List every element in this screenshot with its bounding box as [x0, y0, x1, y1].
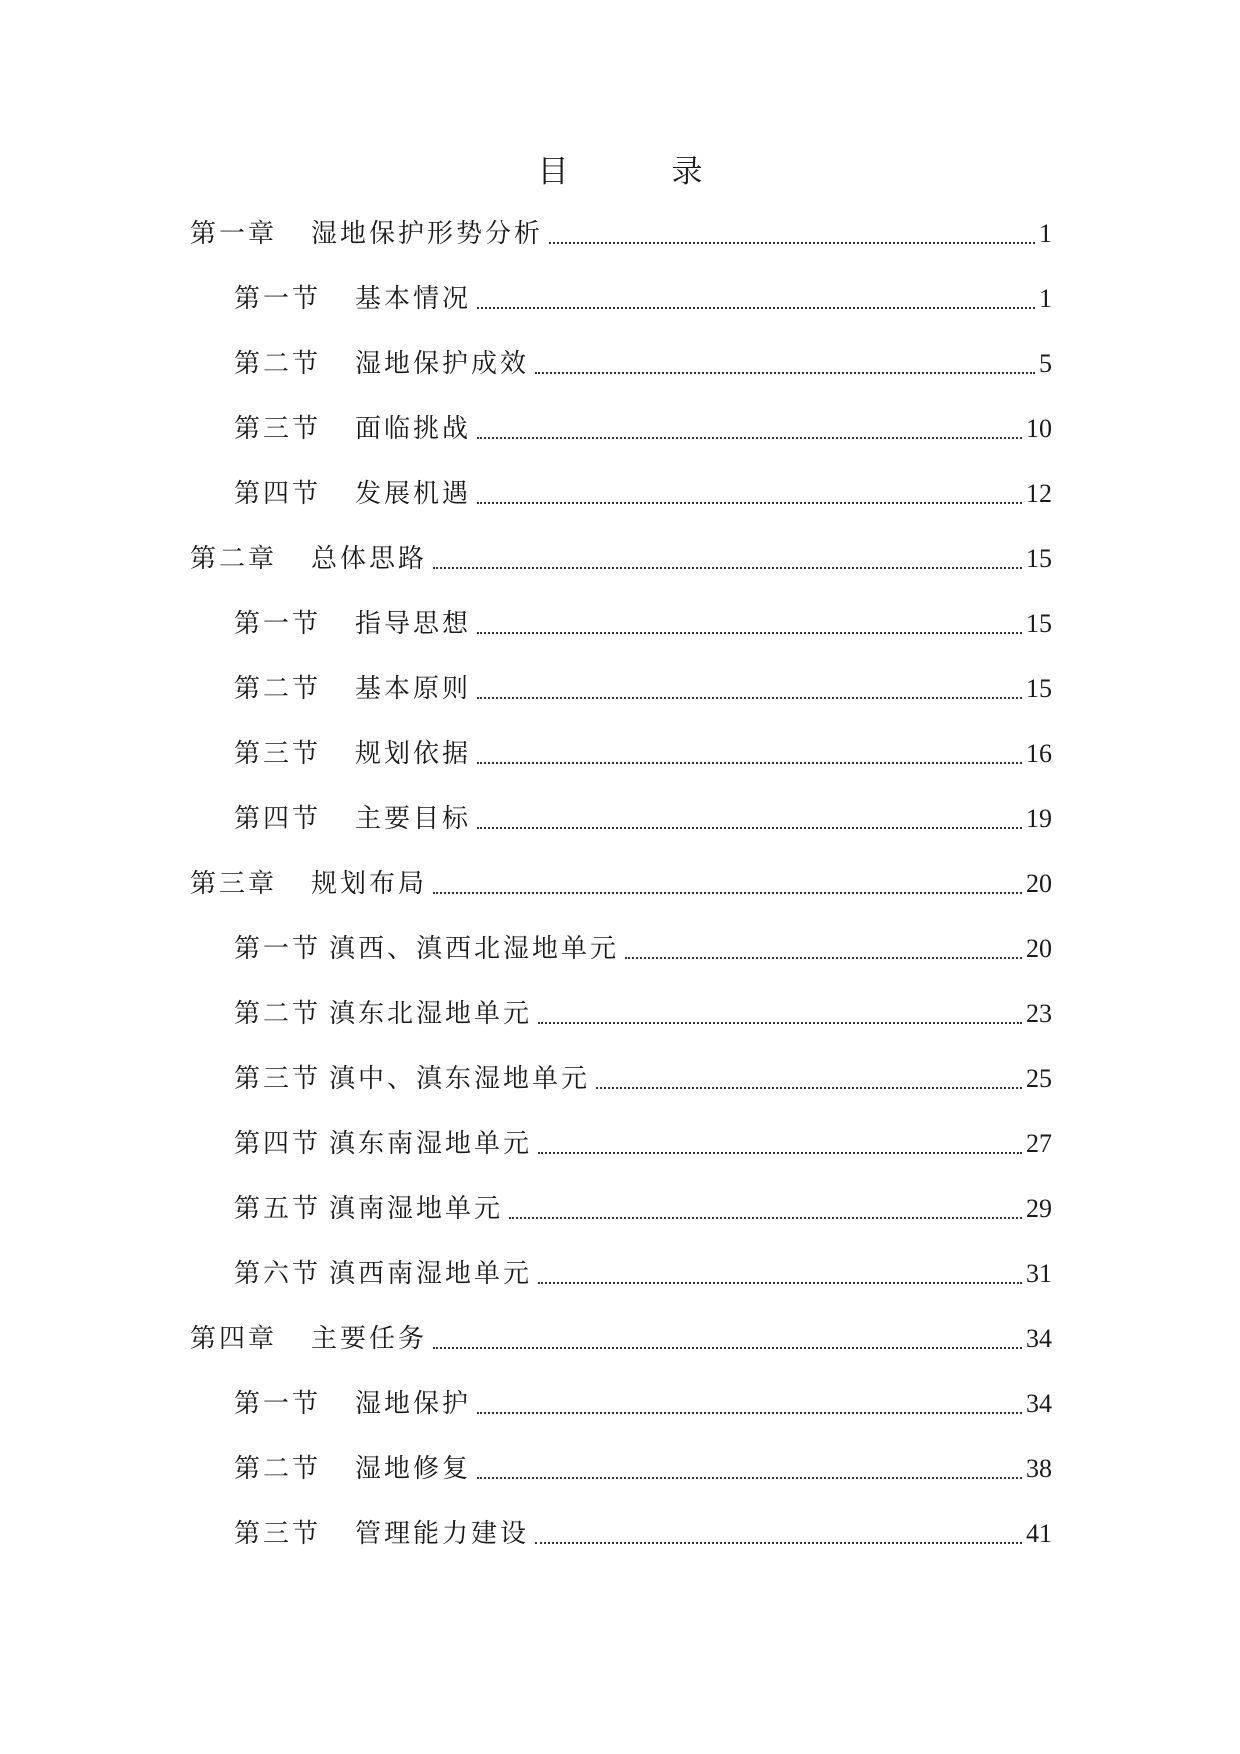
toc-entry-title: 湿地保护 — [355, 1389, 472, 1419]
toc-leader-dots — [509, 1197, 1022, 1219]
toc-entry-label — [190, 869, 428, 899]
toc-entry-title: 基本原则 — [355, 674, 472, 704]
toc-entry-title: 滇东北湿地单元 — [329, 999, 533, 1029]
toc-leader-dots — [477, 742, 1022, 764]
toc-entry-title: 湿地保护形势分析 — [311, 219, 544, 249]
toc-page-number: 20 — [1026, 934, 1052, 963]
toc-page-number: 16 — [1026, 739, 1052, 768]
toc-entry-number: 第四章 — [190, 1324, 278, 1354]
toc-page-number: 5 — [1039, 349, 1052, 378]
toc-entry-label — [234, 1129, 533, 1159]
toc-entry-label — [234, 934, 620, 964]
toc-leader-dots — [625, 937, 1022, 959]
toc-entry-label — [234, 1389, 472, 1419]
toc-leader-dots — [477, 287, 1035, 309]
toc-leader-dots — [477, 417, 1022, 439]
toc-page-number: 15 — [1026, 674, 1052, 703]
toc-entry-title: 湿地修复 — [355, 1454, 472, 1484]
toc-page-number: 1 — [1039, 284, 1052, 313]
toc-leader-dots — [477, 1457, 1022, 1479]
toc-entry-title: 基本情况 — [355, 284, 472, 314]
toc-entry-label — [190, 544, 428, 574]
toc-leader-dots — [477, 677, 1022, 699]
toc-entry-label — [234, 1064, 591, 1094]
toc-section-entry[interactable] — [190, 739, 1052, 807]
toc-leader-dots — [433, 547, 1022, 569]
toc-entry-number: 第三节 — [234, 1519, 322, 1549]
toc-section-entry[interactable] — [190, 674, 1052, 742]
toc-entry-label — [190, 219, 544, 249]
toc-entry-title: 指导思想 — [355, 609, 472, 639]
toc-entry-number: 第四节 — [234, 479, 322, 509]
toc-entry-label — [234, 1519, 530, 1549]
toc-entry-label — [234, 609, 472, 639]
toc-page-number: 12 — [1026, 479, 1052, 508]
toc-entry-number: 第二节 — [234, 999, 322, 1029]
toc-leader-dots — [549, 222, 1035, 244]
toc-leader-dots — [433, 872, 1022, 894]
toc-entry-title: 管理能力建设 — [355, 1519, 530, 1549]
toc-leader-dots — [538, 1262, 1022, 1284]
toc-page-number: 29 — [1026, 1194, 1052, 1223]
toc-section-entry[interactable] — [190, 349, 1052, 417]
toc-section-entry[interactable] — [190, 1389, 1052, 1457]
toc-entry-number: 第一节 — [234, 609, 322, 639]
toc-entry-label — [234, 284, 472, 314]
toc-leader-dots — [538, 1002, 1022, 1024]
toc-entry-number: 第五节 — [234, 1194, 322, 1224]
toc-page-number: 34 — [1026, 1324, 1052, 1353]
toc-chapter-entry[interactable] — [190, 219, 1052, 287]
toc-leader-dots — [477, 612, 1022, 634]
toc-entry-label — [234, 414, 472, 444]
toc-page-number: 10 — [1026, 414, 1052, 443]
toc-entry-number: 第二章 — [190, 544, 278, 574]
toc-section-entry[interactable] — [190, 804, 1052, 872]
toc-page-number: 31 — [1026, 1259, 1052, 1288]
toc-entry-number: 第三节 — [234, 739, 322, 769]
toc-entry-label — [234, 1194, 504, 1224]
toc-leader-dots — [538, 1132, 1022, 1154]
toc-entry-number: 第二节 — [234, 349, 322, 379]
toc-entry-number: 第一节 — [234, 1389, 322, 1419]
toc-entry-title: 主要目标 — [355, 804, 472, 834]
toc-entry-title: 发展机遇 — [355, 479, 472, 509]
toc-entry-title: 滇西南湿地单元 — [329, 1259, 533, 1289]
toc-leader-dots — [535, 1522, 1022, 1544]
toc-entry-number: 第六节 — [234, 1259, 322, 1289]
toc-entry-number: 第三章 — [190, 869, 278, 899]
toc-leader-dots — [477, 807, 1022, 829]
toc-entry-label — [234, 1259, 533, 1289]
toc-section-entry[interactable] — [190, 414, 1052, 482]
toc-page-number: 1 — [1039, 219, 1052, 248]
toc-section-entry[interactable] — [190, 1519, 1052, 1587]
toc-entry-title: 滇东南湿地单元 — [329, 1129, 533, 1159]
toc-leader-dots — [477, 482, 1022, 504]
toc-leader-dots — [596, 1067, 1022, 1089]
toc-entry-title: 面临挑战 — [355, 414, 472, 444]
toc-entry-number: 第三节 — [234, 414, 322, 444]
page-title: 目 录 — [537, 154, 739, 190]
toc-page-number: 23 — [1026, 999, 1052, 1028]
toc-page-number: 34 — [1026, 1389, 1052, 1418]
toc-section-entry[interactable] — [190, 1064, 1052, 1132]
toc-entry-number: 第二节 — [234, 674, 322, 704]
toc-entry-label — [234, 479, 472, 509]
toc-entry-number: 第一节 — [234, 934, 322, 964]
toc-page-number: 41 — [1026, 1519, 1052, 1548]
toc-entry-title: 滇西、滇西北湿地单元 — [329, 934, 620, 964]
toc-page-number: 15 — [1026, 609, 1052, 638]
toc-entry-label — [190, 1324, 428, 1354]
toc-section-entry[interactable] — [190, 1454, 1052, 1522]
toc-entry-title: 主要任务 — [311, 1324, 428, 1354]
toc-entry-number: 第一章 — [190, 219, 278, 249]
toc-entry-title: 滇南湿地单元 — [329, 1194, 504, 1224]
toc-page-number: 20 — [1026, 869, 1052, 898]
toc-section-entry[interactable] — [190, 934, 1052, 1002]
toc-entry-label — [234, 349, 530, 379]
toc-section-entry[interactable] — [190, 1129, 1052, 1197]
toc-section-entry[interactable] — [190, 999, 1052, 1067]
toc-entry-number: 第三节 — [234, 1064, 322, 1094]
toc-leader-dots — [433, 1327, 1022, 1349]
toc-page-number: 25 — [1026, 1064, 1052, 1093]
toc-entry-label — [234, 804, 472, 834]
toc-entry-label — [234, 999, 533, 1029]
toc-entry-label — [234, 1454, 472, 1484]
toc-entry-title: 总体思路 — [311, 544, 428, 574]
toc-entry-number: 第四节 — [234, 1129, 322, 1159]
toc-entry-label — [234, 739, 472, 769]
toc-entry-number: 第二节 — [234, 1454, 322, 1484]
toc-entry-label — [234, 674, 472, 704]
toc-page-number: 27 — [1026, 1129, 1052, 1158]
toc-page-number: 19 — [1026, 804, 1052, 833]
toc-page-number: 38 — [1026, 1454, 1052, 1483]
toc-entry-title: 规划依据 — [355, 739, 472, 769]
toc-entry-number: 第四节 — [234, 804, 322, 834]
table-of-contents — [190, 219, 1052, 1587]
toc-page-number: 15 — [1026, 544, 1052, 573]
toc-chapter-entry[interactable] — [190, 869, 1052, 937]
toc-leader-dots — [535, 352, 1035, 374]
toc-section-entry[interactable] — [190, 1194, 1052, 1262]
toc-chapter-entry[interactable] — [190, 1324, 1052, 1392]
toc-section-entry[interactable] — [190, 609, 1052, 677]
toc-section-entry[interactable] — [190, 479, 1052, 547]
toc-section-entry[interactable] — [190, 1259, 1052, 1327]
toc-entry-title: 规划布局 — [311, 869, 428, 899]
toc-section-entry[interactable] — [190, 284, 1052, 352]
toc-entry-title: 湿地保护成效 — [355, 349, 530, 379]
toc-leader-dots — [477, 1392, 1022, 1414]
toc-entry-number: 第一节 — [234, 284, 322, 314]
toc-entry-title: 滇中、滇东湿地单元 — [329, 1064, 591, 1094]
toc-chapter-entry[interactable] — [190, 544, 1052, 612]
